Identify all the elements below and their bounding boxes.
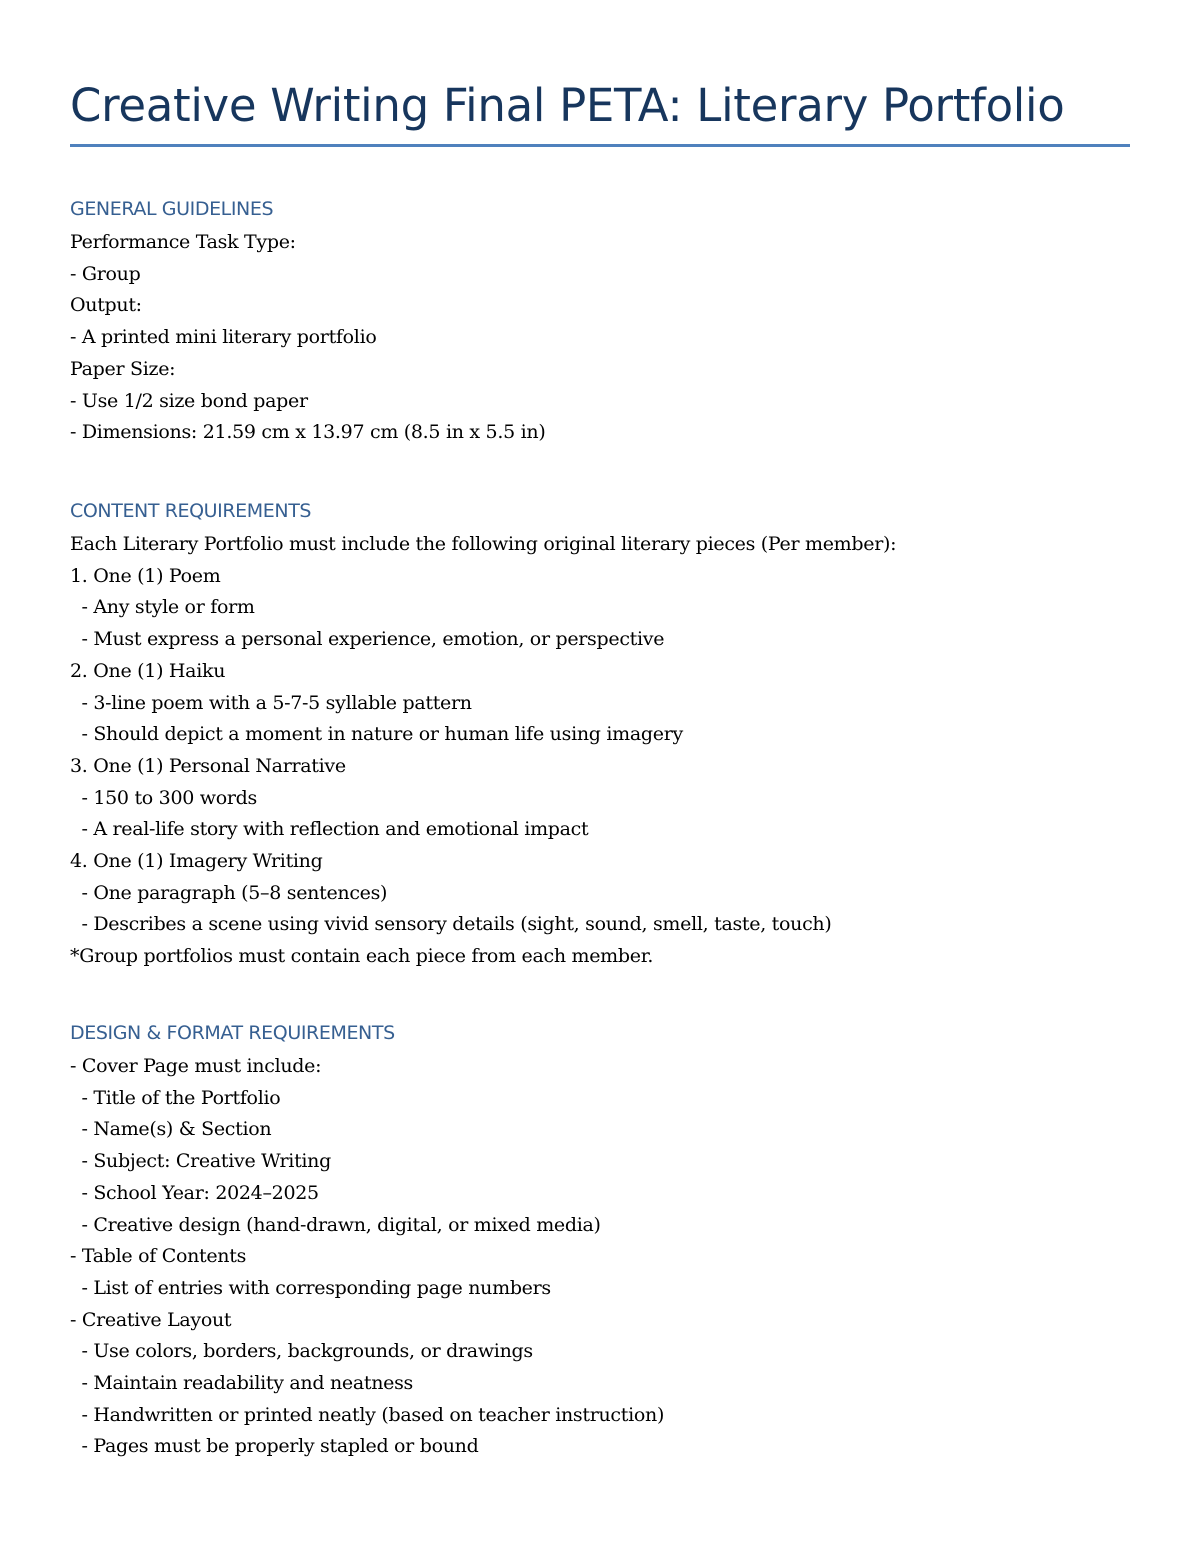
body-line: - Subject: Creative Writing bbox=[70, 1150, 331, 1173]
body-line: 1. One (1) Poem bbox=[70, 564, 221, 587]
body-line: 2. One (1) Haiku bbox=[70, 659, 226, 682]
body-line: - A printed mini literary portfolio bbox=[70, 326, 377, 349]
body-line: 3. One (1) Personal Narrative bbox=[70, 754, 346, 777]
title-underline bbox=[70, 144, 1130, 147]
body-line: - Creative Layout bbox=[70, 1308, 232, 1331]
body-line: - Pages must be properly stapled or bound bbox=[70, 1435, 479, 1458]
section-heading: DESIGN & FORMAT REQUIREMENTS bbox=[70, 1022, 395, 1044]
body-line: - Use colors, borders, backgrounds, or drawings bbox=[70, 1340, 533, 1363]
body-line: - Name(s) & Section bbox=[70, 1118, 272, 1141]
body-line: *Group portfolios must contain each piece from each member. bbox=[70, 945, 654, 968]
body-line: - Use 1/2 size bond paper bbox=[70, 389, 308, 412]
body-line: Each Literary Portfolio must include the following original literary pieces (Per member): bbox=[70, 533, 897, 555]
body-line: - Describes a scene using vivid sensory details (sight, sound, smell, taste, touch) bbox=[70, 913, 832, 936]
body-line: 4. One (1) Imagery Writing bbox=[70, 850, 323, 872]
body-line: Performance Task Type: bbox=[70, 231, 296, 253]
body-line: - One paragraph (5–8 sentences) bbox=[70, 881, 388, 904]
body-line: - Group bbox=[70, 262, 141, 285]
body-line: - List of entries with corresponding page numbers bbox=[70, 1276, 551, 1299]
body-line: - Table of Contents bbox=[70, 1245, 247, 1268]
body-line: - Should depict a moment in nature or human life using imagery bbox=[70, 723, 683, 746]
body-line: Output: bbox=[70, 294, 142, 317]
body-line: - Any style or form bbox=[70, 596, 255, 619]
body-line: - Title of the Portfolio bbox=[70, 1086, 281, 1109]
body-line: - 150 to 300 words bbox=[70, 786, 257, 809]
body-line: - Handwritten or printed neatly (based on teacher instruction) bbox=[70, 1403, 665, 1426]
document-title: Creative Writing Final PETA: Literary Portfolio bbox=[70, 79, 1065, 132]
body-line: - A real-life story with reflection and emotional impact bbox=[70, 818, 589, 841]
body-line: - Creative design (hand-drawn, digital, or mixed media) bbox=[70, 1213, 601, 1236]
body-line: - Dimensions: 21.59 cm x 13.97 cm (8.5 in x 5.5 in) bbox=[70, 421, 546, 444]
body-line: - 3-line poem with a 5-7-5 syllable pattern bbox=[70, 691, 472, 714]
body-line: - Maintain readability and neatness bbox=[70, 1372, 413, 1394]
body-line: - Cover Page must include: bbox=[70, 1055, 322, 1077]
section-heading: CONTENT REQUIREMENTS bbox=[70, 500, 312, 522]
section-heading: GENERAL GUIDELINES bbox=[70, 198, 274, 220]
body-line: - Must express a personal experience, emotion, or perspective bbox=[70, 628, 665, 651]
body-line: Paper Size: bbox=[70, 357, 176, 380]
body-line: - School Year: 2024–2025 bbox=[70, 1181, 319, 1204]
